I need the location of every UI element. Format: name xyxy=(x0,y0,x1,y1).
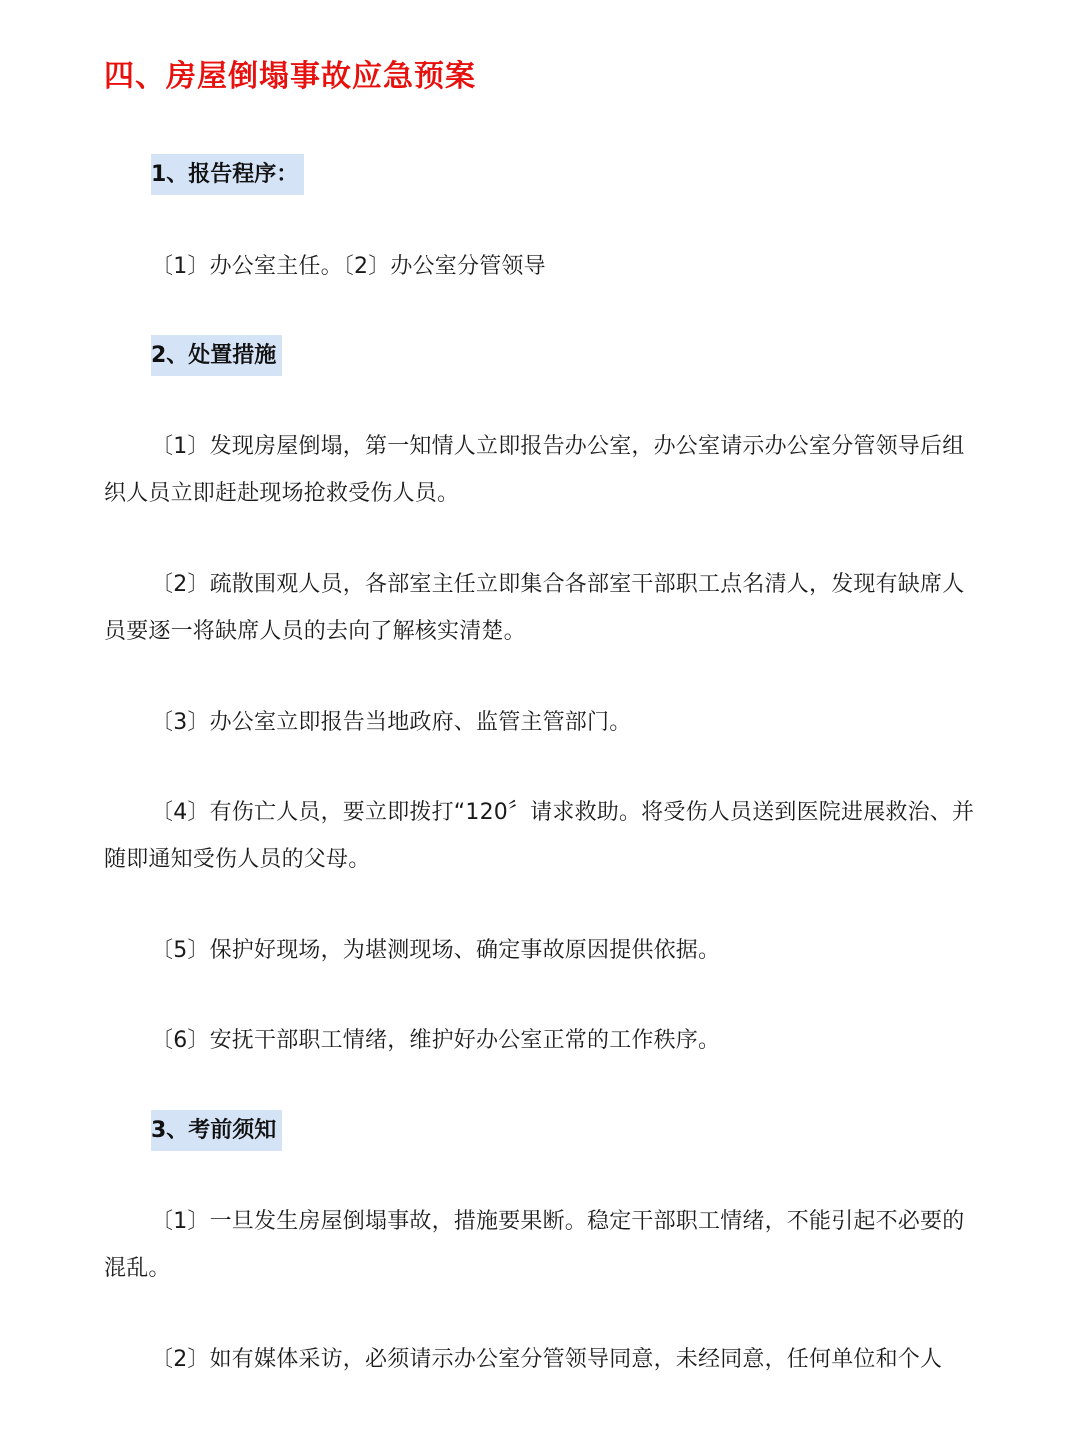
section-heading-report-procedure: 1、报告程序： xyxy=(151,154,304,195)
paragraph-note-2: 〔2〕如有媒体采访，必须请示办公室分管领导同意，未经同意，任何单位和个人 xyxy=(151,1347,943,1372)
paragraph-measure-1: 〔1〕发现房屋倒塌，第一知情人立即报告办公室，办公室请示办公室分管领导后组织人员立即赶赴现场抢救受伤人员。 xyxy=(104,434,965,506)
paragraph-measure-5: 〔5〕保护好现场，为堪测现场、确定事故原因提供依据。 xyxy=(151,938,721,963)
paragraph-note-1: 〔1〕一旦发生房屋倒塌事故，措施要果断。稳定干部职工情绪，不能引起不必要的混乱。 xyxy=(104,1209,965,1281)
paragraph-measure-4: 〔4〕有伤亡人员，要立即拨打“120〞请求救助。将受伤人员送到医院进展救治、并随即通知受伤人员的父母。 xyxy=(104,800,975,872)
paragraph-measure-3: 〔3〕办公室立即报告当地政府、监管主管部门。 xyxy=(151,710,632,735)
paragraph-measure-2: 〔2〕疏散围观人员，各部室主任立即集合各部室干部职工点名清人，发现有缺席人员要逐一将缺席人员的去向了解核实清楚。 xyxy=(104,572,965,644)
document-title: 四、房屋倒塌事故应急预案 xyxy=(104,59,476,94)
paragraph-measure-6: 〔6〕安抚干部职工情绪，维护好办公室正常的工作秩序。 xyxy=(151,1028,721,1053)
section-heading-measures: 2、处置措施 xyxy=(151,335,282,376)
paragraph-report-contacts: 〔1〕办公室主任。〔2〕办公室分管领导 xyxy=(151,254,546,279)
section-heading-notes: 3、考前须知 xyxy=(151,1110,282,1151)
